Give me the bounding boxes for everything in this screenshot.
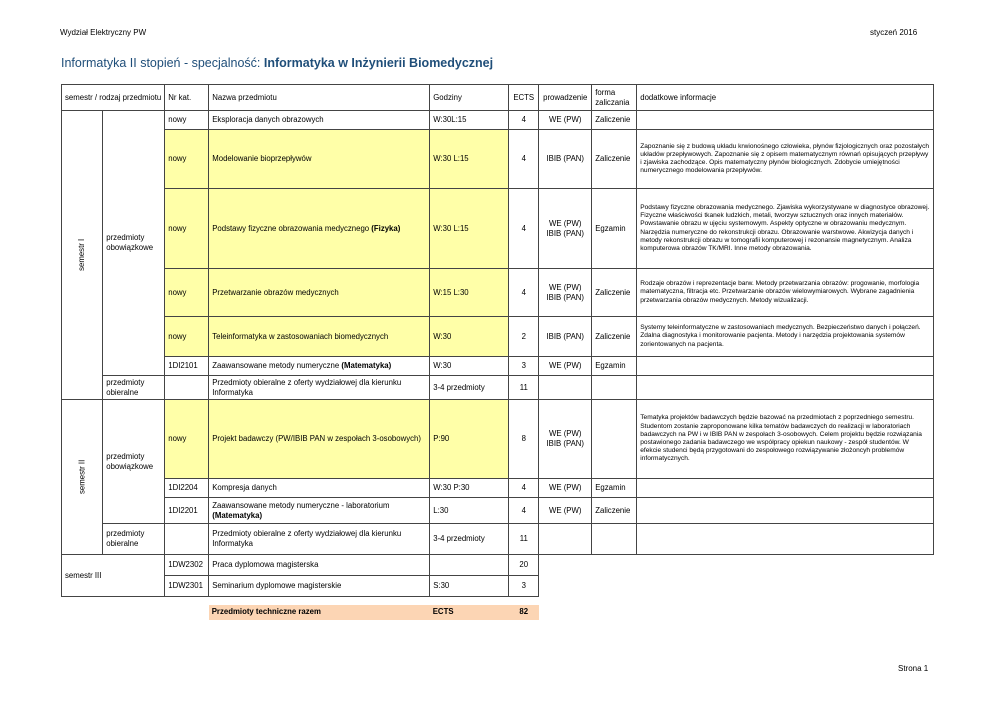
table-row: 1DW2301 Seminarium dyplomowe magisterskie S:30 3: [62, 576, 934, 597]
header-form: forma zaliczania: [592, 85, 637, 111]
summary-value: 82: [509, 605, 539, 620]
sem2-mandatory-label: przedmioty obowiązkowe: [103, 400, 165, 524]
table-row: 1DI2204 Kompresja danych W:30 P:30 4 WE (PW) Egzamin: [62, 479, 934, 498]
table-row: nowy Przetwarzanie obrazów medycznych W:15 L:30 4 WE (PW) IBIB (PAN) Zaliczenie Rodzaje obrazów i reprezentacje barw. Metody przetwarzania obrazów: progowanie, morfologia matematyczna, filtracja etc. Przetwarzanie obrazów wielowymiarowych. Wybrane zagadnienia przetwarzania obrazów medycznych. Metody wizualizacji.: [62, 269, 934, 317]
header-lead: prowadzenie: [539, 85, 592, 111]
table-row: semestr II przedmioty obowiązkowe nowy Projekt badawczy (PW/IBIB PAN w zespołach 3-osobowych) P:90 8 WE (PW) IBIB (PAN) Tematyka projektów badawczych będzie bazować na przedmiotach z poprzedniego semestru. Studentom zostanie zaproponowane kilka tematów badawczych do realizacji w laboratoriach badawczych na PW i w IBIB PAN w zespołach 3-osobowych. Celem projektu będzie rozwiązania postawionego zadania badawczego we współpracy opiekun naukowy - zespół studentów. W efekcie studenci będą przygotowani do zespołowego rozwiązywanie złożoncyh problemów informatycznych.: [62, 400, 934, 479]
header-code: Nr kat.: [165, 85, 209, 111]
table-row: nowy Podstawy fizyczne obrazowania medycznego (Fizyka) W:30 L:15 4 WE (PW) IBIB (PAN) Egzamin Podstawy fizyczne obrazowania medycznego. Zjawiska wykorzystywane w diagnostyce obrazowej. Fizyczne właściwości tkanek ludzkich, metali, tworzyw sztucznych oraz innych materiałów. Powstawanie obrazu w ujęciu systemowym. Aspekty optyczne w obrazowaniu medycznym. Narzędzia numeryczne do rekonstrukcji obrazu. Obrazowanie warstwowe. Akwizycja danych i metody rekonstrukcji obrazu w tomografii komputerowej i rezonansie magnetycznym. Analiza komputerowa obrazów TK/MRI. Inne metody obrazowania.: [62, 189, 934, 269]
date-header: styczeń 2016: [870, 28, 918, 37]
table-row: semestr I przedmioty obowiązkowe nowy Eksploracja danych obrazowych W:30L:15 4 WE (PW) Zaliczenie: [62, 111, 934, 130]
header-name: Nazwa przedmiotu: [209, 85, 430, 111]
header-row: [62, 85, 934, 111]
semester-3-label: semestr III: [62, 555, 165, 597]
title-prefix: Informatyka II stopień - specjalność:: [61, 56, 264, 70]
summary-label: Przedmioty techniczne razem: [209, 605, 430, 620]
header-info: dodatkowe informacje: [637, 85, 934, 111]
semester-2-label: semestr II: [62, 400, 103, 555]
header-hours: Godziny: [430, 85, 509, 111]
sem1-mandatory-label: przedmioty obowiązkowe: [103, 111, 165, 376]
table-row: semestr III 1DW2302 Praca dyplomowa magisterska 20: [62, 555, 934, 576]
page-number: Strona 1: [898, 664, 929, 673]
table-row: przedmioty obieralne Przedmioty obieralne z oferty wydziałowej dla kierunku Informatyka 3-4 przedmioty 11: [62, 524, 934, 555]
title-specialty: Informatyka w Inżynierii Biomedycznej: [263, 56, 494, 70]
curriculum-table: [61, 84, 934, 620]
sem1-elective-label: przedmioty obieralne: [103, 376, 165, 400]
table-row: 1DI2201 Zaawansowane metody numeryczne - laboratorium (Matematyka) L:30 4 WE (PW) Zaliczenie: [62, 498, 934, 524]
page-title: [61, 56, 493, 70]
header-ects: ECTS: [509, 85, 539, 111]
header-semester: semestr / rodzaj przedmiotu: [62, 85, 165, 111]
summary-unit: ECTS: [430, 605, 509, 620]
faculty-header: Wydział Elektryczny PW: [60, 28, 147, 37]
table-row: nowy Teleinformatyka w zastosowaniach biomedycznych W:30 2 IBIB (PAN) Zaliczenie Systemy teleinformatyczne w zastosowaniach medycznych. Bezpieczeństwo danych i połączeń. Zdalna diagnostyka i monitorowanie pacjenta. Metody i narzędzia projektowania systemów zorientowanych na pacjenta.: [62, 317, 934, 357]
table-row: 1DI2101 Zaawansowane metody numeryczne (Matematyka) W:30 3 WE (PW) Egzamin: [62, 357, 934, 376]
summary-row: [62, 605, 934, 620]
semester-1-label: semestr I: [62, 111, 103, 400]
table-row: nowy Modelowanie bioprzepływów W:30 L:15 4 IBIB (PAN) Zaliczenie Zapoznanie się z budową układu krwionośnego człowieka, płynów fizjologicznych oraz pozostałych układów przepływowych. Zapoznanie się z opisem matematycznym równań opisujących przepływy i zjawiska zachodzące. Opis matematyczny płynów biologicznych. Zdobycie umiejętności numerycznego modelowania przepływów.: [62, 130, 934, 189]
table-row: przedmioty obieralne Przedmioty obieralne z oferty wydziałowej dla kierunku Informatyka 3-4 przedmioty 11: [62, 376, 934, 400]
sem2-elective-label: przedmioty obieralne: [103, 524, 165, 555]
